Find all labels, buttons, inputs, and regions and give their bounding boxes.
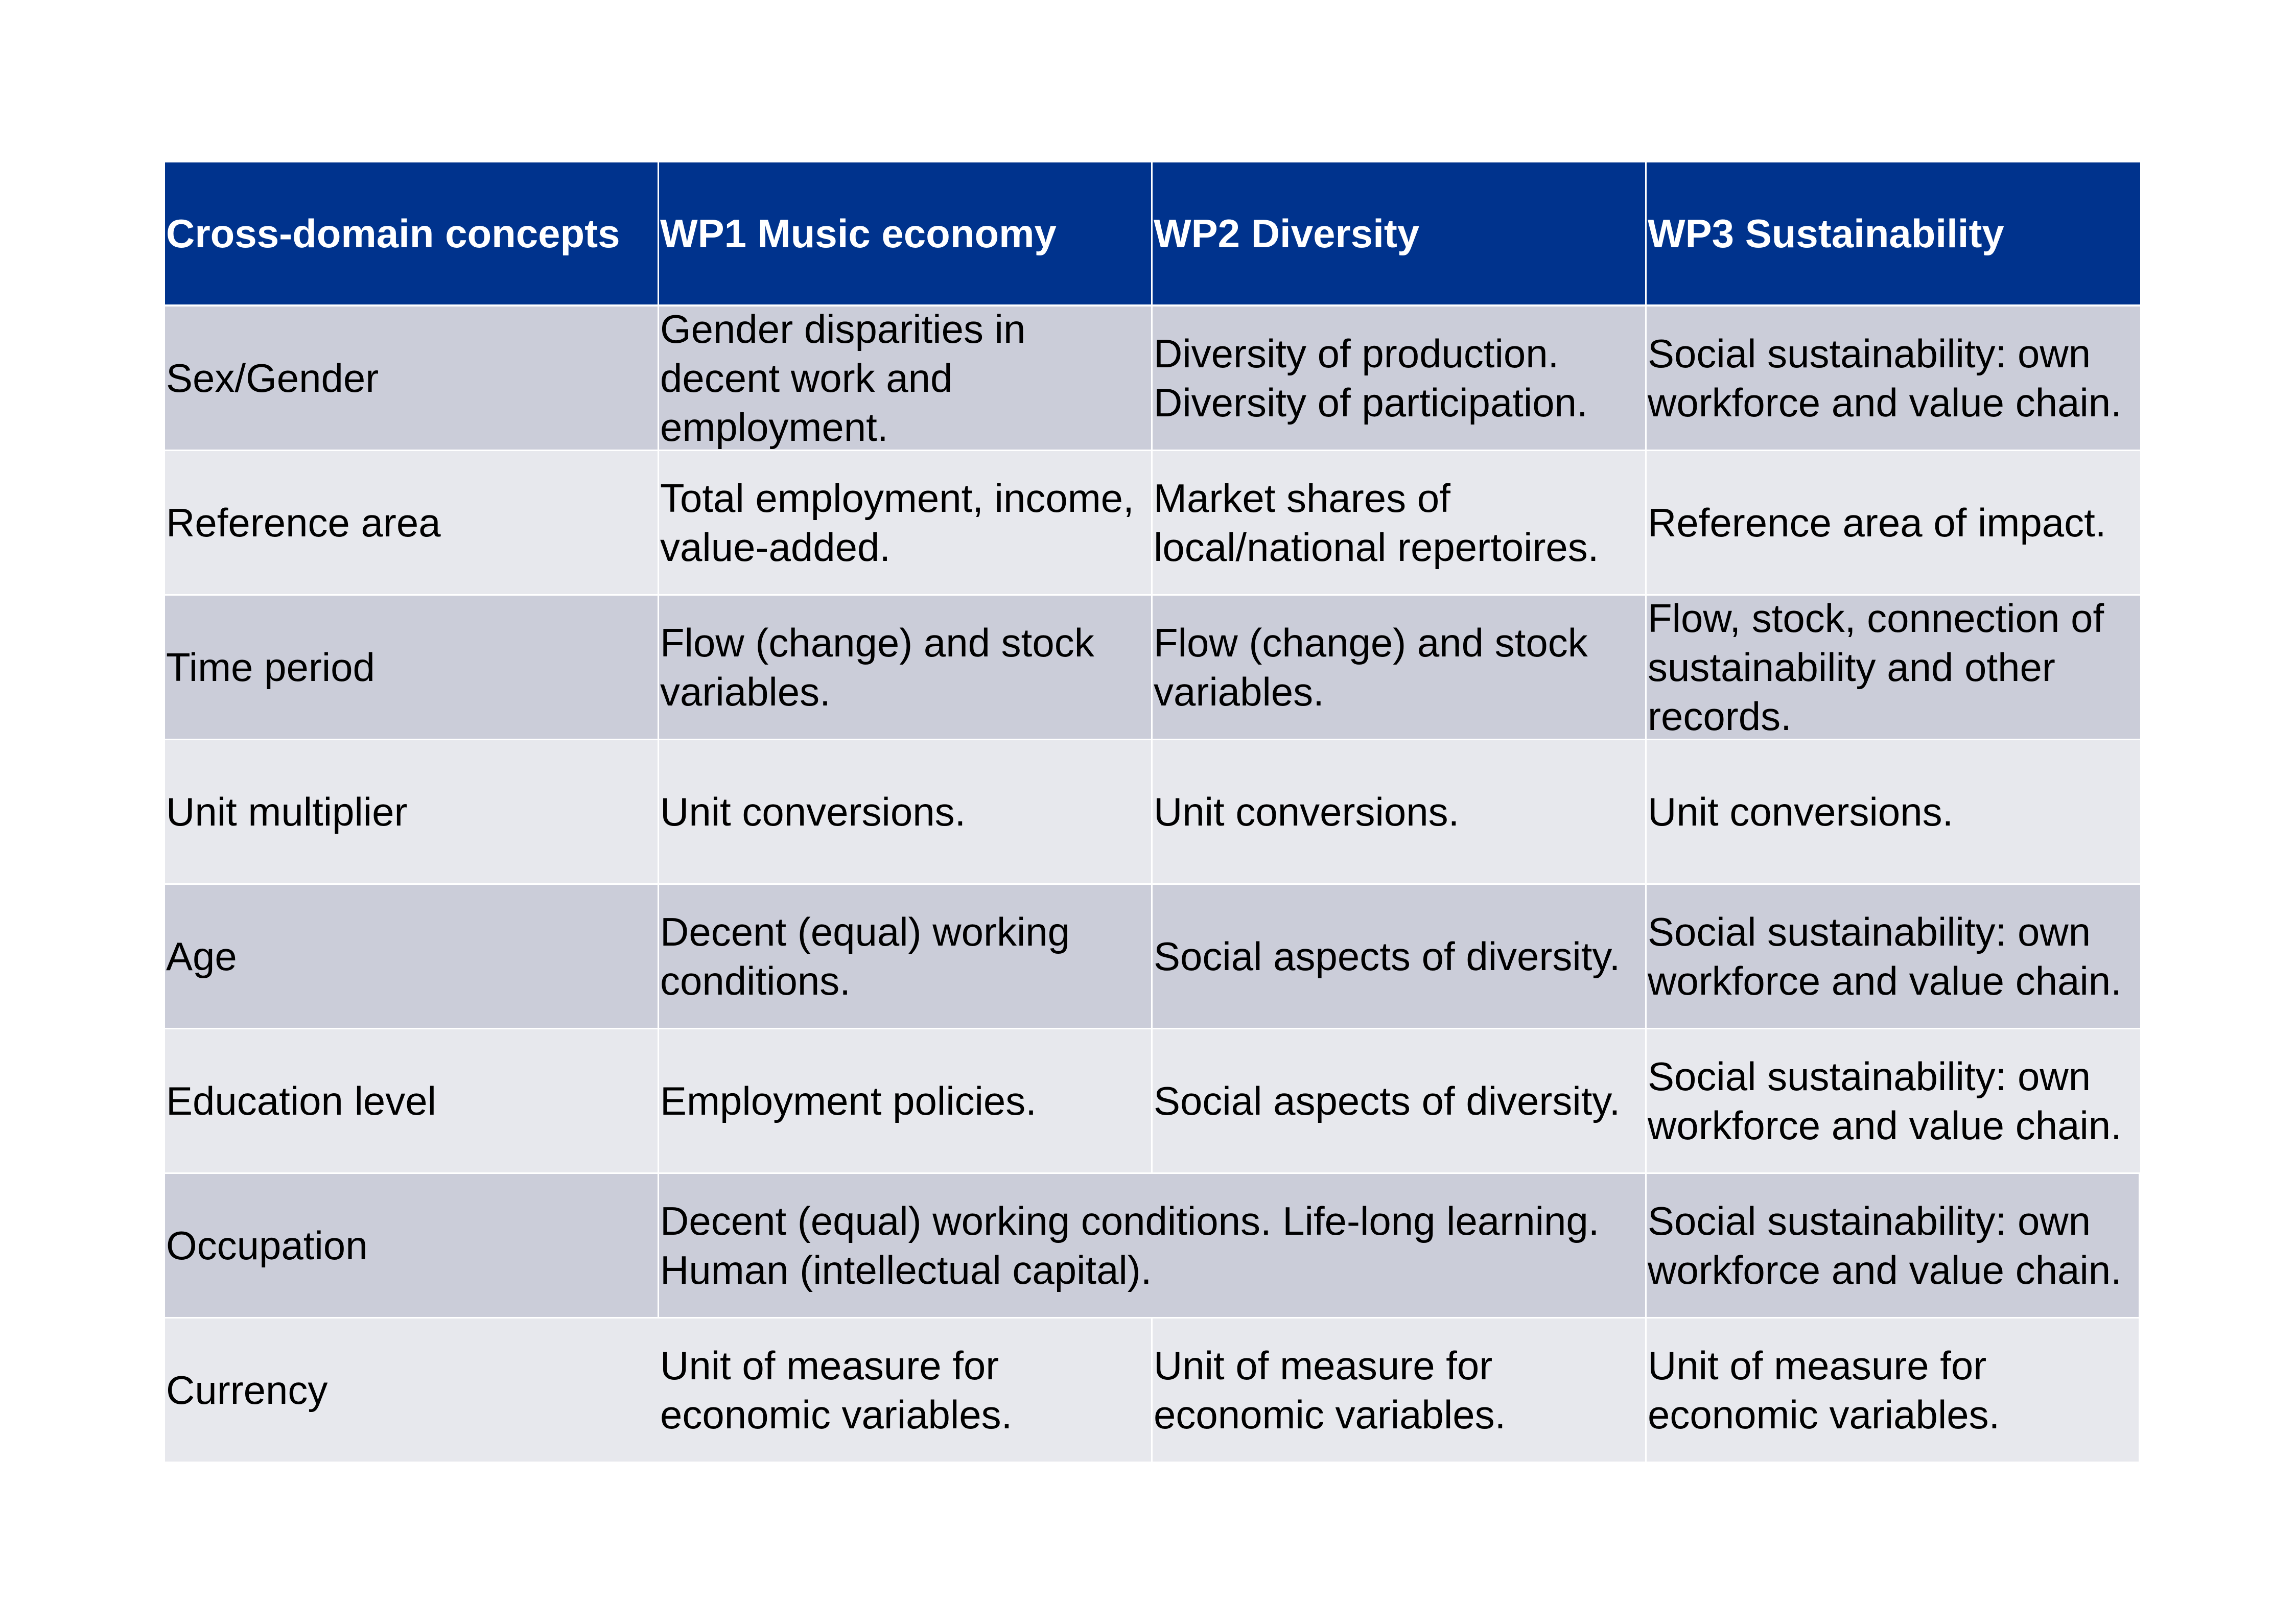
cell-text: Unit conversions. [1154,789,1460,834]
table-cell-wp1 [659,885,1153,1029]
table-cell-wp1 [659,740,1153,885]
cell-text: Decent (equal) working conditions. Life-long learning. Human (intellectual capital). [660,1198,1600,1292]
concepts-table [165,162,2140,1463]
header-wp1-music-economy [659,162,1153,307]
table-cell-wp3 [1647,1319,2140,1463]
cell-text: Occupation [166,1223,368,1268]
cell-text: Decent (equal) working conditions. [660,909,1070,1003]
table-cell-wp2 [1153,451,1647,596]
cell-text: Unit multiplier [166,789,408,834]
cell-text: Unit of measure for economic variables. [1648,1343,2000,1437]
table-cell-wp2 [1153,885,1647,1029]
cell-text: Flow, stock, connection of sustainability and other records. [1648,596,2104,739]
cell-text: Currency [166,1368,328,1413]
cell-text: Social aspects of diversity. [1154,934,1621,979]
table-cell-wp3 [1647,307,2140,451]
cell-text: Reference area [166,500,441,545]
table-cell-wp2 [1153,1319,1647,1463]
table-cell-wp3 [1647,451,2140,596]
cell-text: Diversity of production. Diversity of participation. [1154,331,1588,425]
table-cell-concept [165,451,659,596]
cell-text: Social sustainability: own workforce and value chain. [1648,331,2122,425]
cell-text: Unit conversions. [1648,789,1954,834]
table-cell-wp2 [1153,740,1647,885]
header-label: Cross-domain concepts [166,211,620,256]
table-cell-concept [165,885,659,1029]
table-cell-wp3 [1647,596,2140,740]
table-cell-wp3 [1647,885,2140,1029]
header-label: WP3 Sustainability [1648,211,2004,256]
table-cell-wp1-wp2-merged [659,1174,1647,1319]
table-cell-wp3 [1647,740,2140,885]
cell-text: Social sustainability: own workforce and value chain. [1648,909,2122,1003]
table-cell-wp3 [1647,1174,2140,1319]
table-cell-wp1 [659,451,1153,596]
table-cell-concept [165,1319,659,1463]
cell-text: Reference area of impact. [1648,500,2106,545]
cell-text: Social sustainability: own workforce and value chain. [1648,1198,2122,1292]
header-label: WP1 Music economy [660,211,1057,256]
table-cell-wp1 [659,596,1153,740]
table-cell-wp1 [659,307,1153,451]
table-cell-concept [165,1029,659,1174]
cell-text: Unit of measure for economic variables. [1154,1343,1506,1437]
cell-text: Time period [166,645,375,690]
cell-text: Education level [166,1078,437,1123]
table-cell-wp1 [659,1319,1153,1463]
cell-text: Unit of measure for economic variables. [660,1343,1013,1437]
table-cell-wp2 [1153,307,1647,451]
cell-text: Sex/Gender [166,356,379,401]
header-label: WP2 Diversity [1154,211,1420,256]
table-cell-concept [165,1174,659,1319]
cell-text: Total employment, income, value-added. [660,476,1134,570]
header-cross-domain-concepts [165,162,659,307]
table-cell-concept [165,307,659,451]
cell-text: Gender disparities in decent work and employment. [660,307,1026,450]
table-cell-wp2 [1153,1029,1647,1174]
table-cell-wp2 [1153,596,1647,740]
header-wp3-sustainability [1647,162,2140,307]
cell-text: Social sustainability: own workforce and value chain. [1648,1054,2122,1148]
table-cell-wp1 [659,1029,1153,1174]
cell-text: Social aspects of diversity. [1154,1078,1621,1123]
table-cell-concept [165,740,659,885]
cell-text: Flow (change) and stock variables. [1154,620,1588,714]
cell-text: Market shares of local/national repertoires. [1154,476,1599,570]
cell-text: Employment policies. [660,1078,1037,1123]
cell-text: Flow (change) and stock variables. [660,620,1094,714]
table-cell-concept [165,596,659,740]
header-wp2-diversity [1153,162,1647,307]
cell-text: Age [166,934,237,979]
table-cell-wp3 [1647,1029,2140,1174]
cell-text: Unit conversions. [660,789,966,834]
